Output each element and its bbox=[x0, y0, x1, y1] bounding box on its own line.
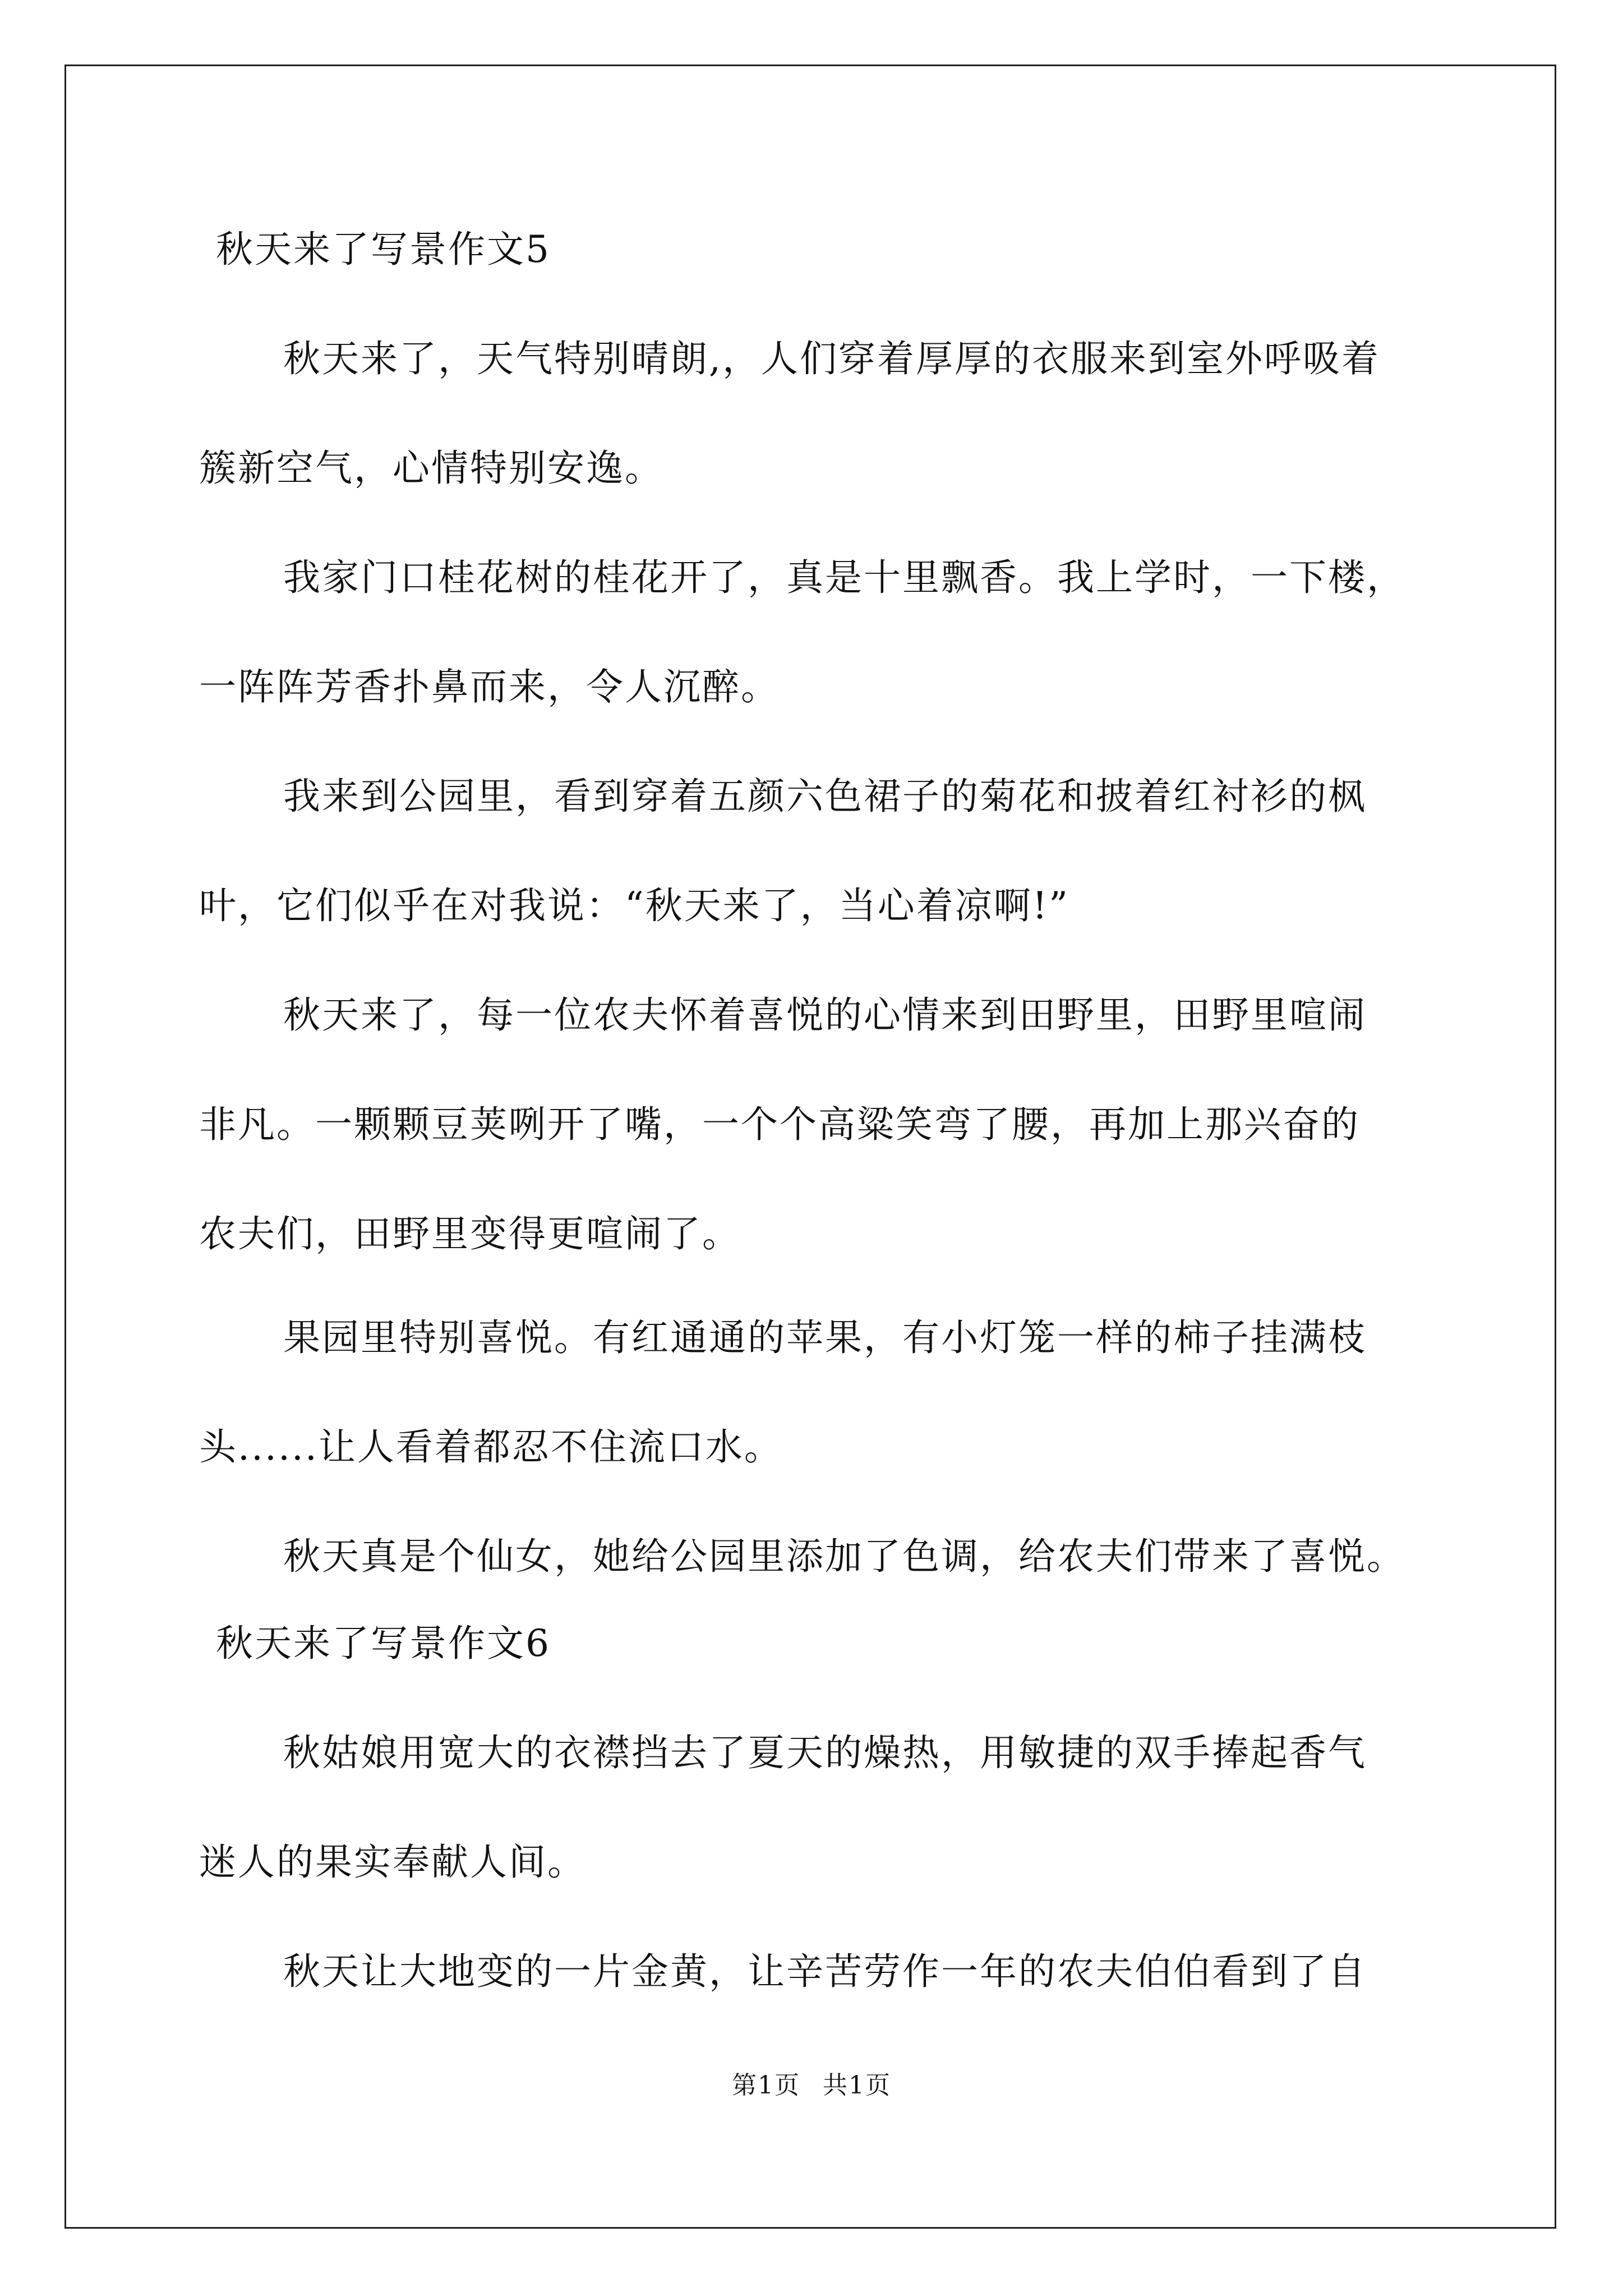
essay-heading: 秋天来了写景作文5 bbox=[216, 228, 551, 271]
page-footer bbox=[0, 2070, 1623, 2101]
paragraph-line: 秋天让大地变的一片金黄，让辛苦劳作一年的农夫伯伯看到了自 bbox=[283, 1950, 1367, 1993]
paragraph-line: 秋天来了，天气特别晴朗,，人们穿着厚厚的衣服来到室外呼吸着 bbox=[283, 337, 1380, 380]
paragraph-line: 秋姑娘用宽大的衣襟挡去了夏天的燥热，用敏捷的双手捧起香气 bbox=[283, 1731, 1367, 1774]
paragraph-line: 秋天真是个仙女，她给公园里添加了色调，给农夫们带来了喜悦。 bbox=[283, 1535, 1405, 1578]
paragraph-line: 秋天来了，每一位农夫怀着喜悦的心情来到田野里，田野里喧闹 bbox=[283, 993, 1367, 1037]
paragraph-line: 叶，它们似乎在对我说：“秋天来了，当心着凉啊!” bbox=[199, 884, 1070, 927]
page-total: 共1页 bbox=[823, 2071, 891, 2100]
paragraph-line: 簇新空气，心情特别安逸。 bbox=[199, 447, 663, 490]
paragraph-line: 一阵阵芳香扑鼻而来，令人沉醉。 bbox=[199, 665, 780, 708]
paragraph-line: 我家门口桂花树的桂花开了，真是十里飘香。我上学时，一下楼， bbox=[283, 556, 1405, 599]
paragraph-line: 非凡。一颗颗豆荚咧开了嘴，一个个高粱笑弯了腰，再加上那兴奋的 bbox=[199, 1103, 1360, 1146]
paragraph-line: 农夫们，田野里变得更喧闹了。 bbox=[199, 1212, 741, 1255]
paragraph-line: 迷人的果实奉献人间。 bbox=[199, 1841, 586, 1884]
paragraph-line: 头......让人看着都忍不住流口水。 bbox=[199, 1425, 783, 1469]
page-number: 第1页 bbox=[732, 2071, 800, 2100]
essay-heading: 秋天来了写景作文6 bbox=[216, 1622, 551, 1665]
paragraph-line: 我来到公园里，看到穿着五颜六色裙子的菊花和披着红衬衫的枫 bbox=[283, 775, 1367, 818]
paragraph-line: 果园里特别喜悦。有红通通的苹果，有小灯笼一样的柿子挂满枝 bbox=[283, 1316, 1367, 1359]
